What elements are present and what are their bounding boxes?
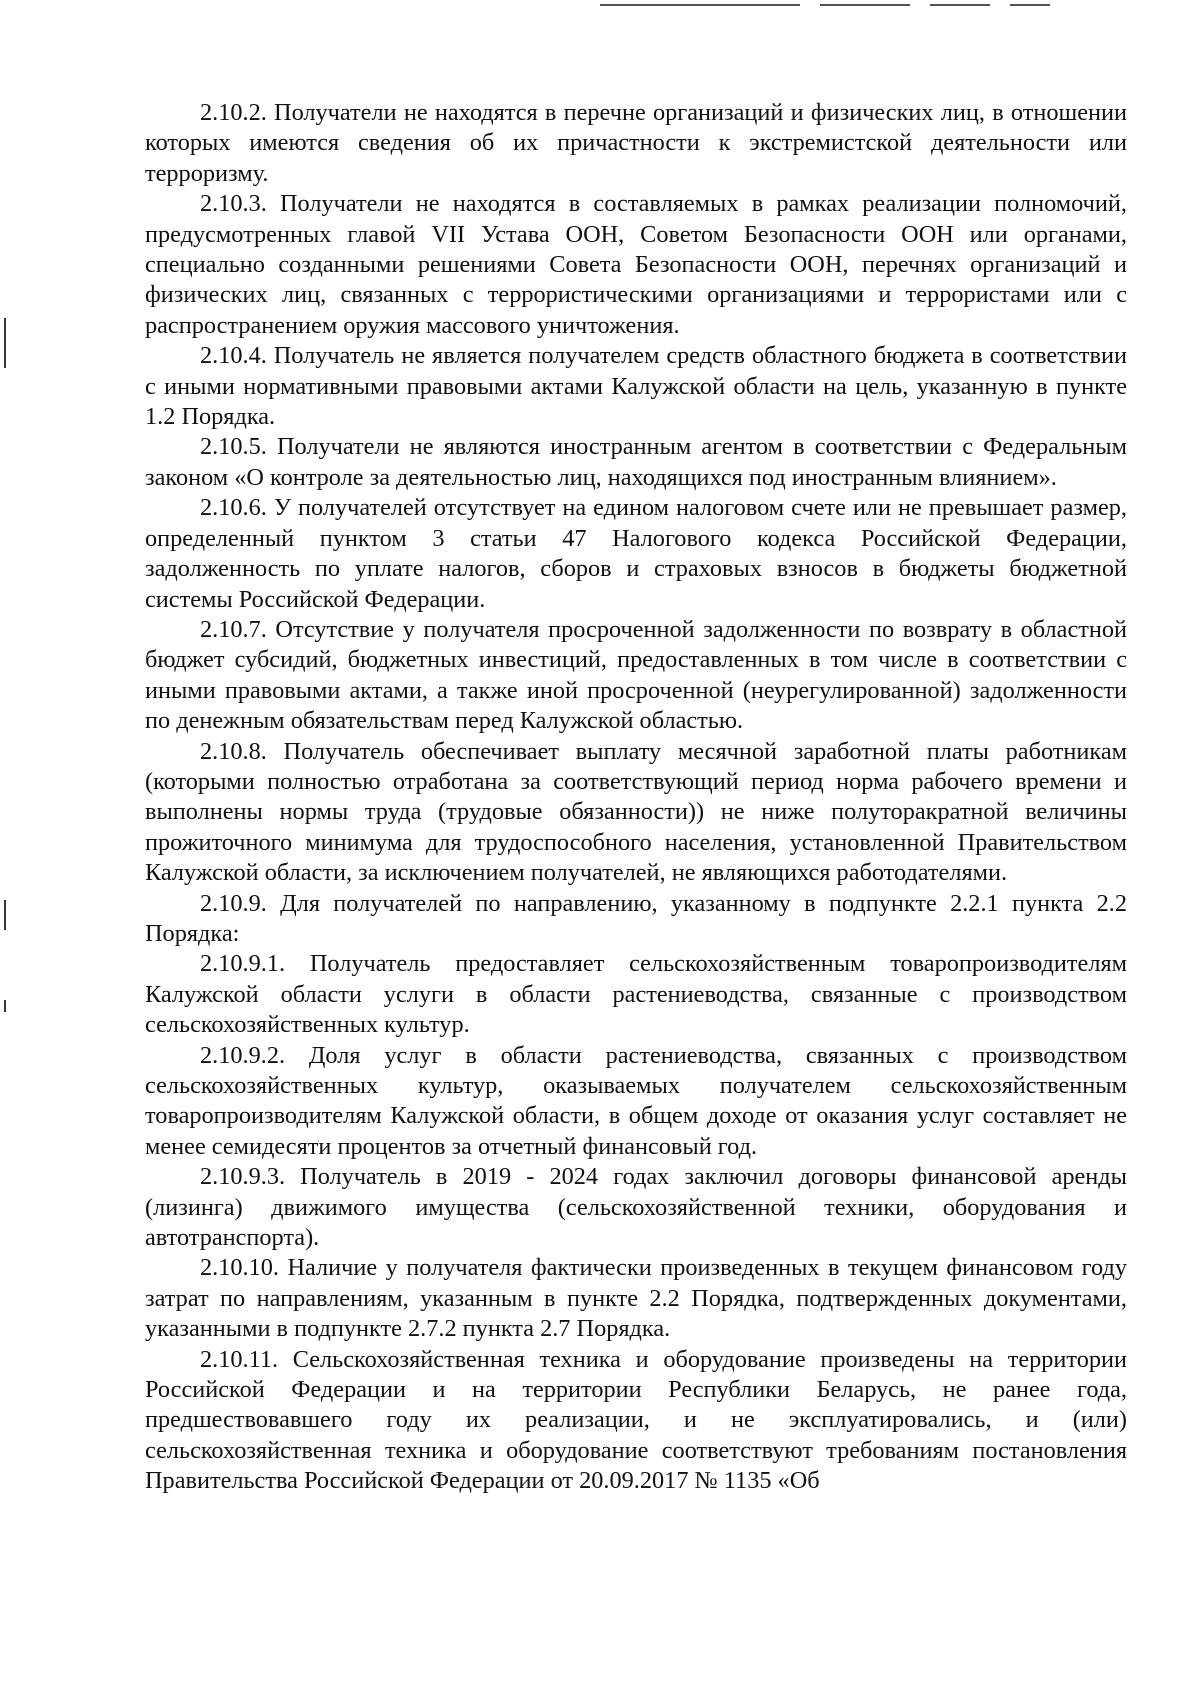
scan-artifact-top-line: [600, 4, 800, 6]
scan-artifact-top-line: [820, 4, 910, 6]
scan-artifact-top-line: [930, 4, 990, 6]
paragraph-2-10-5: 2.10.5. Получатели не являются иностранным агентом в соответствии с Федеральным законом «О контроле за деятельностью лиц, находящихся под иностранным влиянием».: [145, 433, 1127, 491]
paragraph-2-10-9-2: 2.10.9.2. Доля услуг в области растениеводства, связанных с производством сельскохозяйственных культур, оказываемых получателем сельскохозяйственным товаропроизводителям Калужской области, в общем доходе от оказания услуг составляет не менее семидесяти процентов за отчетный финансовый год.: [145, 1041, 1127, 1160]
scan-artifact-margin-mark: [4, 1000, 6, 1012]
paragraph-2-10-11: 2.10.11. Сельскохозяйственная техника и оборудование произведены на территории Российской Федерации и на территории Республики Беларусь, не ранее года, предшествовавшего году их реализации, и не эксплуатировались, и (или) сельскохозяйственная техника и оборудование соответствуют требованиям постановления Правительства Российской Федерации от 20.09.2017 № 1135 «Об: [145, 1345, 1127, 1495]
paragraph-2-10-6: 2.10.6. У получателей отсутствует на едином налоговом счете или не превышает размер, определенный пунктом 3 статьи 47 Налогового кодекса Российской Федерации, задолженность по уплате налогов, сборов и страховых взносов в бюджеты бюджетной системы Российской Федерации.: [145, 494, 1127, 613]
paragraph-2-10-7: 2.10.7. Отсутствие у получателя просроченной задолженности по возврату в областной бюджет субсидий, бюджетных инвестиций, предоставленных в том числе в соответствии с иными правовыми актами, а также иной просроченной (неурегулированной) задолженности по денежным обязательствам перед Калужской областью.: [145, 615, 1127, 735]
scan-artifact-margin-mark: [4, 318, 6, 368]
scan-artifact-margin-mark: [4, 900, 6, 930]
paragraph-2-10-10: 2.10.10. Наличие у получателя фактически произведенных в текущем финансовом году затрат по направлениям, указанным в пункте 2.2 Порядка, подтвержденных документами, указанными в подпункте 2.7.2 пункта 2.7 Порядка.: [145, 1254, 1127, 1343]
paragraph-2-10-9-3: 2.10.9.3. Получатель в 2019 - 2024 годах заключил договоры финансовой аренды (лизинга) движимого имущества (сельскохозяйственной техники, оборудования и автотранспорта).: [145, 1163, 1127, 1252]
paragraph-2-10-9-1: 2.10.9.1. Получатель предоставляет сельскохозяйственным товаропроизводителям Калужской области услуги в области растениеводства, связанные с производством сельскохозяйственных культур.: [145, 950, 1127, 1039]
scan-artifact-top-line: [1010, 4, 1050, 6]
paragraph-2-10-9: 2.10.9. Для получателей по направлению, указанному в подпункте 2.2.1 пункта 2.2 Порядка:: [145, 889, 1127, 947]
paragraph-2-10-8: 2.10.8. Получатель обеспечивает выплату месячной заработной платы работникам (которыми полностью отработана за соответствующий период норма рабочего времени и выполнены нормы труда (трудовые обязанности)) не ниже полуторакратной величины прожиточного минимума для трудоспособного населения, установленной Правительством Калужской области, за исключением получателей, не являющихся работодателями.: [145, 737, 1127, 887]
paragraph-2-10-4: 2.10.4. Получатель не является получателем средств областного бюджета в соответствии с иными нормативными правовыми актами Калужской области на цель, указанную в пункте 1.2 Порядка.: [145, 342, 1127, 431]
paragraph-2-10-3: 2.10.3. Получатели не находятся в составляемых в рамках реализации полномочий, предусмотренных главой VII Устава ООН, Советом Безопасности ООН или органами, специально созданными решениями Совета Безопасности ООН, перечнях организаций и физических лиц, связанных с террористическими организациями и террористами или с распространением оружия массового уничтожения.: [145, 190, 1127, 339]
document-body: [145, 98, 1127, 1497]
paragraph-2-10-2: 2.10.2. Получатели не находятся в перечне организаций и физических лиц, в отношении которых имеются сведения об их причастности к экстремистской деятельности или терроризму.: [145, 99, 1127, 187]
